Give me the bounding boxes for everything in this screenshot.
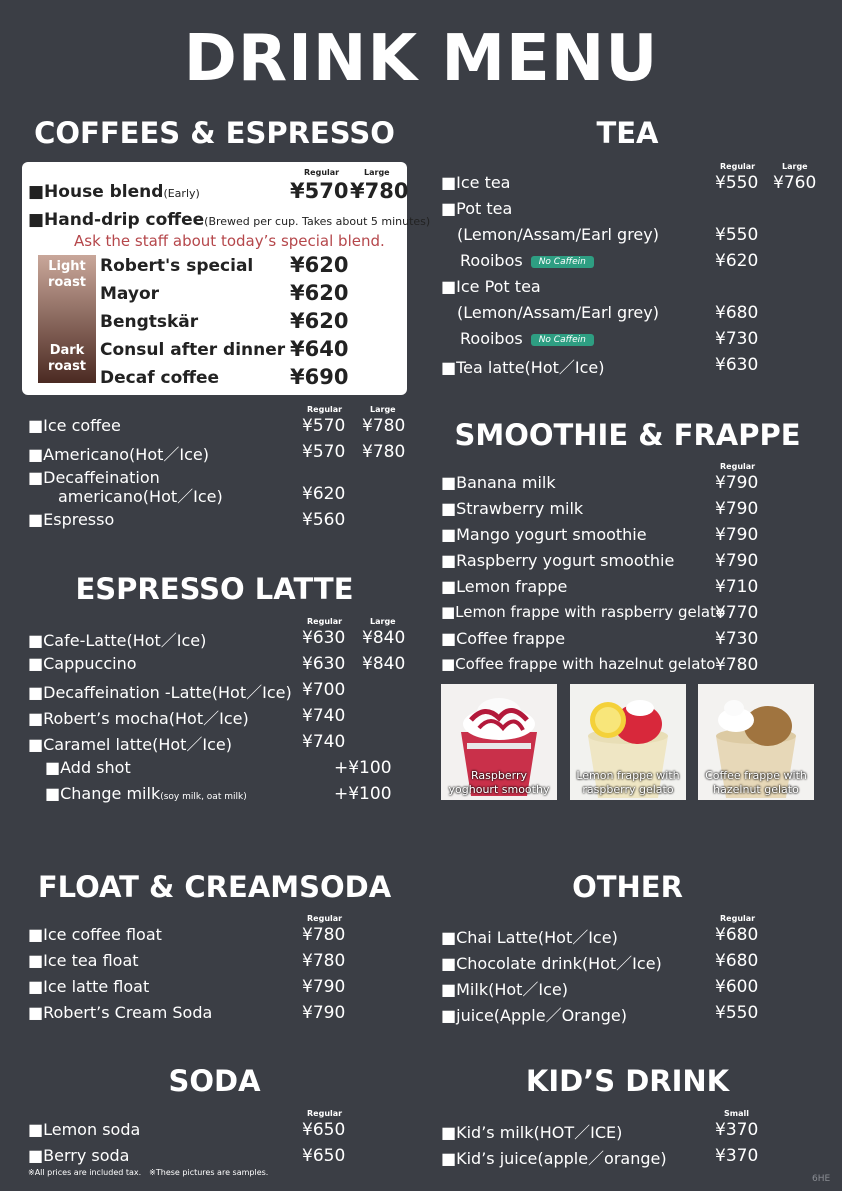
hand-drip-name: ■Hand-drip coffee <box>28 210 205 230</box>
change-milk-item <box>45 784 247 803</box>
kids-heading: KID’S DRINK <box>525 1064 730 1098</box>
menu-item: ■Chai Latte(Hot／Ice) <box>441 928 618 947</box>
float-header-regular: Regular <box>307 914 343 923</box>
photo-raspberry-smoothie <box>441 684 557 800</box>
menu-item-regular-price: ¥700 <box>302 680 346 700</box>
menu-item-price: ¥790 <box>302 977 346 997</box>
menu-item-price: ¥650 <box>302 1120 346 1140</box>
photo-caption: Coffee frappe with hazelnut gelato <box>705 769 807 796</box>
blend-decaf: Decaf coffee <box>100 368 220 388</box>
menu-item-price: ¥650 <box>302 1146 346 1166</box>
menu-item: ■Coffee frappe with hazelnut gelato <box>441 655 716 673</box>
menu-item: ■Americano(Hot／Ice) <box>28 445 209 464</box>
pot-tea-varieties: (Lemon/Assam/Earl grey) <box>457 225 659 244</box>
smoothie-header-regular: Regular <box>720 462 756 471</box>
tea-latte-price: ¥630 <box>715 355 759 375</box>
light-roast-label: Light roast <box>47 259 87 290</box>
coffee-header-large: Large <box>370 405 396 414</box>
ice-tea-large-price: ¥760 <box>773 173 817 193</box>
menu-item-price: ¥680 <box>715 925 759 945</box>
house-blend-box <box>22 162 431 395</box>
change-milk-price: +¥100 <box>334 784 392 804</box>
menu-item-price: ¥730 <box>715 629 759 649</box>
no-caffein-badge: No Caffein <box>531 256 594 268</box>
footer-note: ※All prices are included tax. ※These pictures are samples. <box>28 1168 269 1177</box>
menu-item-price: ¥790 <box>302 1003 346 1023</box>
menu-item-price: ¥370 <box>715 1120 759 1140</box>
blend-robert-special-price: ¥620 <box>290 253 349 277</box>
blend-mayor-price: ¥620 <box>290 281 349 305</box>
photo-coffee-frappe <box>698 684 814 800</box>
menu-item: ■Strawberry milk <box>441 499 584 518</box>
menu-item: ■Raspberry yogurt smoothie <box>441 551 675 570</box>
pot-rooibos-price: ¥620 <box>715 251 759 271</box>
roast-gradient <box>38 255 96 383</box>
latte-heading: ESPRESSO LATTE <box>75 572 354 606</box>
add-shot-item: ■Add shot <box>45 758 131 777</box>
photo-lemon-frappe <box>570 684 686 800</box>
menu-item-continued: americano(Hot／Ice) <box>58 487 223 506</box>
menu-item-regular-price: ¥620 <box>302 484 346 504</box>
coffees-heading: COFFEES & ESPRESSO <box>34 116 395 150</box>
coffee-header-regular: Regular <box>307 405 343 414</box>
page-title: DRINK MENU <box>183 22 659 96</box>
add-shot-price: +¥100 <box>334 758 392 778</box>
tea-header-regular: Regular <box>720 162 756 171</box>
ice-tea-regular-price: ¥550 <box>715 173 759 193</box>
menu-item: ■Kid’s milk(HOT／ICE) <box>441 1123 623 1142</box>
menu-item-regular-price: ¥740 <box>302 732 346 752</box>
ice-pot-tea-item: ■Ice Pot tea <box>441 277 541 296</box>
menu-item: ■Robert’s mocha(Hot／Ice) <box>28 709 249 728</box>
menu-item: ■Cafe-Latte(Hot／Ice) <box>28 631 207 650</box>
house-blend-note: (Early) <box>163 187 200 200</box>
footer-code: 6HE <box>812 1174 831 1184</box>
float-heading: FLOAT & CREAMSODA <box>37 870 392 904</box>
tea-header-large: Large <box>782 162 808 171</box>
other-heading: OTHER <box>572 870 683 904</box>
menu-item-price: ¥790 <box>715 551 759 571</box>
house-blend-item <box>28 182 200 202</box>
latte-header-regular: Regular <box>307 617 343 626</box>
menu-item: ■Ice latte float <box>28 977 150 996</box>
blend-robert-special: Robert's special <box>100 256 254 276</box>
change-milk-note: (soy milk, oat milk) <box>160 792 247 802</box>
tea-heading: TEA <box>596 116 659 150</box>
ice-pot-rooibos-item <box>460 329 594 348</box>
blend-consul-price: ¥640 <box>290 337 349 361</box>
menu-item: ■Decaffeination <box>28 468 160 487</box>
menu-item: ■Lemon frappe with raspberry gelato <box>441 603 726 621</box>
menu-item: ■Berry soda <box>28 1146 130 1165</box>
blend-bengtskar: Bengtskär <box>100 312 199 332</box>
menu-item-regular-price: ¥570 <box>302 442 346 462</box>
menu-item-price: ¥370 <box>715 1146 759 1166</box>
menu-item-price: ¥780 <box>302 925 346 945</box>
blend-decaf-price: ¥690 <box>290 365 349 389</box>
menu-item: ■Kid’s juice(apple／orange) <box>441 1149 667 1168</box>
blend-bengtskar-price: ¥620 <box>290 309 349 333</box>
menu-item-regular-price: ¥560 <box>302 510 346 530</box>
menu-item-price: ¥600 <box>715 977 759 997</box>
menu-item-price: ¥790 <box>715 499 759 519</box>
blend-consul: Consul after dinner <box>100 340 286 360</box>
box-header-regular: Regular <box>304 168 340 177</box>
menu-item: ■juice(Apple／Orange) <box>441 1006 627 1025</box>
menu-item-large-price: ¥840 <box>362 654 406 674</box>
photo-caption: Lemon frappe with raspberry gelato <box>576 769 680 796</box>
pot-tea-price: ¥550 <box>715 225 759 245</box>
menu-item: ■Coffee frappe <box>441 629 566 648</box>
menu-item: ■Lemon frappe <box>441 577 568 596</box>
menu-item-regular-price: ¥630 <box>302 654 346 674</box>
menu-item: ■Chocolate drink(Hot／Ice) <box>441 954 662 973</box>
menu-item: ■Cappuccino <box>28 654 137 673</box>
smoothie-heading: SMOOTHIE & FRAPPE <box>454 418 801 452</box>
menu-item-price: ¥710 <box>715 577 759 597</box>
menu-item: ■Banana milk <box>441 473 556 492</box>
menu-item: ■Caramel latte(Hot／Ice) <box>28 735 233 754</box>
menu-item: ■Lemon soda <box>28 1120 141 1139</box>
ice-pot-rooibos-price: ¥730 <box>715 329 759 349</box>
ice-pot-varieties: (Lemon/Assam/Earl grey) <box>457 303 659 322</box>
house-blend-large-price: ¥780 <box>350 179 409 203</box>
menu-item: ■Mango yogurt smoothie <box>441 525 647 544</box>
menu-item-large-price: ¥840 <box>362 628 406 648</box>
photo-caption: Raspberry yoghourt smoothy <box>448 769 550 796</box>
pot-rooibos-name: Rooibos <box>460 251 523 270</box>
box-header-large: Large <box>364 168 390 177</box>
menu-item: ■Milk(Hot／Ice) <box>441 980 569 999</box>
menu-item-price: ¥550 <box>715 1003 759 1023</box>
pot-tea-item: ■Pot tea <box>441 199 513 218</box>
ask-staff-note: Ask the staff about today’s special blend. <box>74 232 385 250</box>
menu-item-price: ¥790 <box>715 525 759 545</box>
kids-header-small: Small <box>724 1109 749 1118</box>
menu-item-regular-price: ¥630 <box>302 628 346 648</box>
hand-drip-note: (Brewed per cup. Takes about 5 minutes) <box>204 215 431 228</box>
menu-item: ■Ice coffee <box>28 416 121 435</box>
pot-rooibos-item <box>460 251 594 270</box>
blend-mayor: Mayor <box>100 284 160 304</box>
house-blend-regular-price: ¥570 <box>290 179 349 203</box>
no-caffein-badge: No Caffein <box>531 334 594 346</box>
menu-item-large-price: ¥780 <box>362 442 406 462</box>
menu-item: ■Ice coffee float <box>28 925 162 944</box>
menu-item-regular-price: ¥740 <box>302 706 346 726</box>
tea-latte-item: ■Tea latte(Hot／Ice) <box>441 358 605 377</box>
menu-item: ■Espresso <box>28 510 115 529</box>
menu-item-large-price: ¥780 <box>362 416 406 436</box>
menu-item-regular-price: ¥570 <box>302 416 346 436</box>
menu-item-price: ¥780 <box>715 655 759 675</box>
menu-item-price: ¥680 <box>715 951 759 971</box>
hand-drip-item <box>28 210 430 230</box>
latte-header-large: Large <box>370 617 396 626</box>
menu-item: ■Decaffeination -Latte(Hot／Ice) <box>28 683 292 702</box>
menu-item: ■Ice tea float <box>28 951 139 970</box>
menu-item-price: ¥790 <box>715 473 759 493</box>
menu-item-price: ¥780 <box>302 951 346 971</box>
ice-pot-rooibos-name: Rooibos <box>460 329 523 348</box>
ice-pot-price: ¥680 <box>715 303 759 323</box>
dark-roast-label: Dark roast <box>47 343 87 374</box>
other-header-regular: Regular <box>720 914 756 923</box>
soda-header-regular: Regular <box>307 1109 343 1118</box>
house-blend-name: ■House blend <box>28 182 164 202</box>
ice-tea-item: ■Ice tea <box>441 173 511 192</box>
menu-item-price: ¥770 <box>715 603 759 623</box>
menu-item: ■Robert’s Cream Soda <box>28 1003 213 1022</box>
soda-heading: SODA <box>168 1064 261 1098</box>
change-milk-name: ■Change milk <box>45 784 161 803</box>
